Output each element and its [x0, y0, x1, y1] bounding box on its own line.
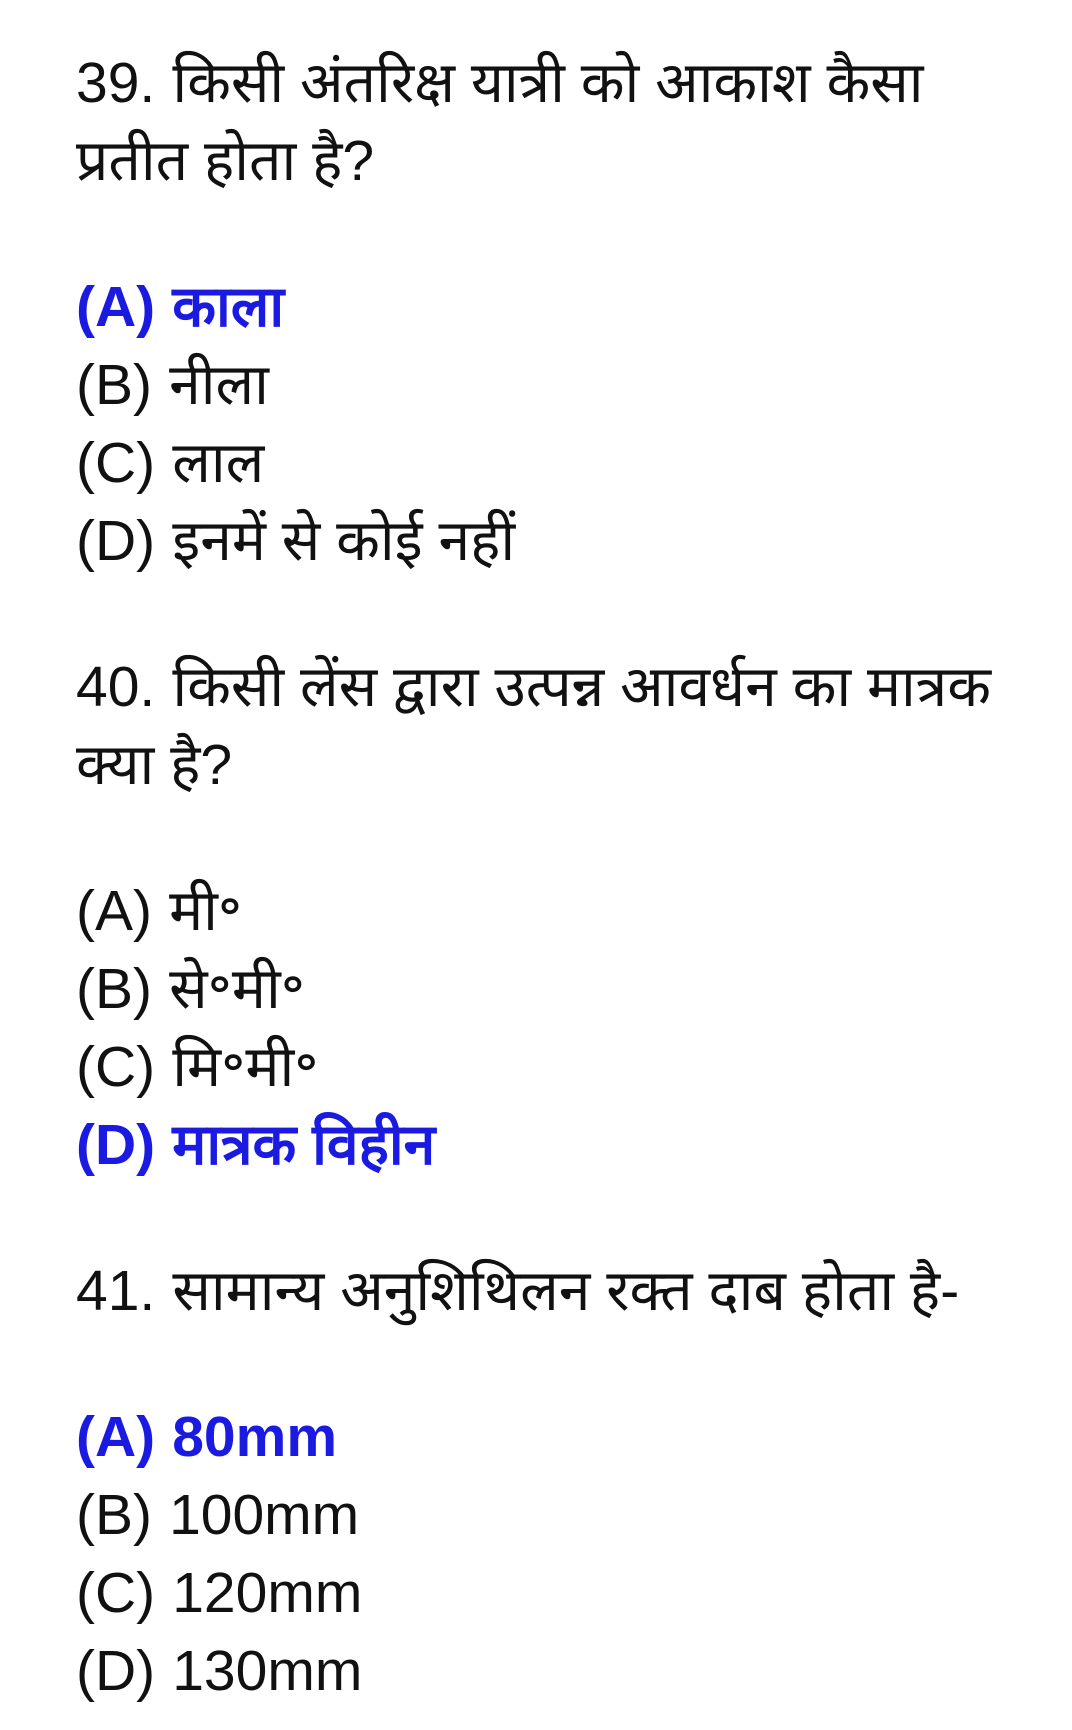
- option-label: (A): [76, 275, 156, 339]
- option-d: [76, 1632, 992, 1710]
- question-body: किसी लेंस द्वारा उत्पन्न आवर्धन का मात्रक क्या है?: [76, 655, 992, 797]
- question-number: 39.: [76, 51, 156, 115]
- option-text: मात्रक विहीन: [172, 1113, 436, 1177]
- option-c: [76, 424, 992, 502]
- question-number: 40.: [76, 655, 156, 719]
- option-text: 80mm: [172, 1405, 337, 1469]
- option-text: 130mm: [172, 1639, 363, 1703]
- option-label: (A): [76, 1405, 156, 1469]
- option-d: [76, 502, 992, 580]
- option-label: (C): [76, 1035, 156, 1099]
- question-40: [76, 648, 992, 1184]
- option-label: (B): [76, 1483, 152, 1547]
- options-list: [76, 1398, 992, 1710]
- option-text: लाल: [172, 431, 265, 495]
- option-label: (D): [76, 1639, 156, 1703]
- option-text: मी॰: [169, 879, 243, 943]
- options-list: [76, 872, 992, 1184]
- question-body: किसी अंतरिक्ष यात्री को आकाश कैसा प्रतीत होता है?: [76, 51, 924, 193]
- option-label: (B): [76, 353, 152, 417]
- option-text: 100mm: [169, 1483, 360, 1547]
- option-text: 120mm: [172, 1561, 363, 1625]
- option-label: (C): [76, 1561, 156, 1625]
- option-label: (A): [76, 879, 152, 943]
- option-text: मि॰मी॰: [172, 1035, 319, 1099]
- option-c: [76, 1028, 992, 1106]
- question-39: [76, 44, 992, 580]
- question-number: 41.: [76, 1259, 156, 1323]
- option-b: [76, 346, 992, 424]
- option-label: (D): [76, 1113, 156, 1177]
- option-a: [76, 268, 992, 346]
- options-list: [76, 268, 992, 580]
- option-label: (C): [76, 431, 156, 495]
- option-a: [76, 1398, 992, 1476]
- question-body: सामान्य अनुशिथिलन रक्त दाब होता है-: [172, 1259, 960, 1323]
- option-text: इनमें से कोई नहीं: [172, 509, 516, 573]
- option-text: काला: [172, 275, 285, 339]
- option-label: (B): [76, 957, 152, 1021]
- question-text: [76, 648, 992, 804]
- question-text: [76, 1252, 992, 1330]
- question-text: [76, 44, 992, 200]
- option-b: [76, 950, 992, 1028]
- option-text: नीला: [169, 353, 269, 417]
- option-text: से॰मी॰: [169, 957, 306, 1021]
- question-41: [76, 1252, 992, 1710]
- option-b: [76, 1476, 992, 1554]
- option-c: [76, 1554, 992, 1632]
- option-label: (D): [76, 509, 156, 573]
- option-d: [76, 1106, 992, 1184]
- option-a: [76, 872, 992, 950]
